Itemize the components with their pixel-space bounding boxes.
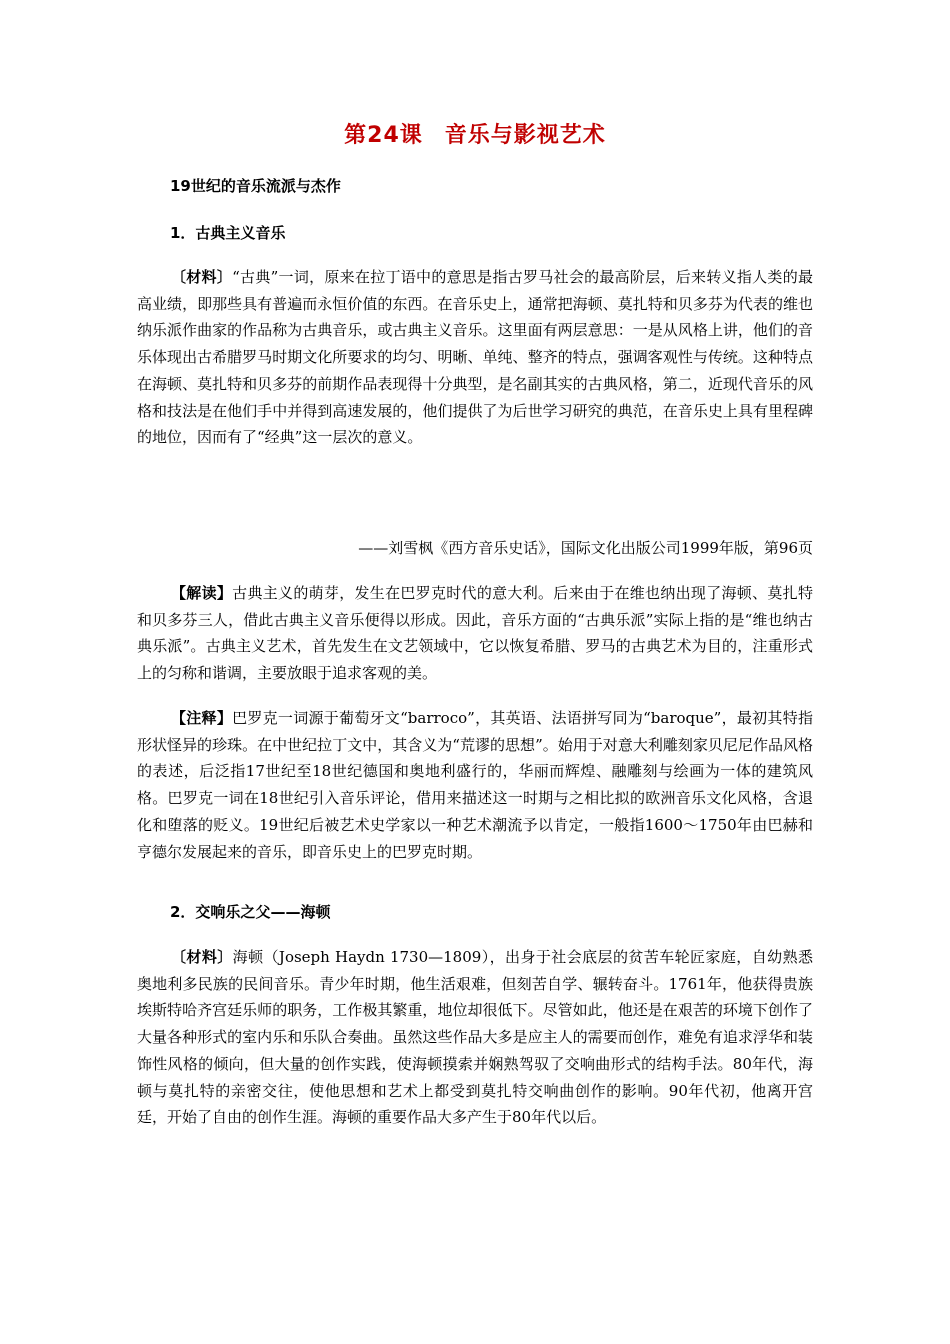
section-heading: 19世纪的音乐流派与杰作 [170,177,341,195]
interpretation-text: 古典主义的萌芽，发生在巴罗克时代的意大利。后来由于在维也纳出现了海顿、莫扎特和贝多芬三人，借此古典主义音乐便得以形成。因此，音乐方面的“古典乐派”实际上指的是“维也纳古典乐派”。古典主义艺术，首先发生在文艺领域中，它以恢复希腊、罗马的古典艺术为目的，注重形式上的匀称和谐调，主要放眼于追求客观的美。 [137,584,813,683]
note-text: 巴罗克一词源于葡萄牙文“barroco”，其英语、法语拼写同为“baroque”，最初其特指形状怪异的珍珠。在中世纪拉丁文中，其含义为“荒谬的思想”。始用于对意大利雕刻家贝尼尼作品风格的表述，后泛指17世纪至18世纪德国和奥地利盛行的，华丽而辉煌、融雕刻与绘画为一体的建筑风格。巴罗克一词在18世纪引入音乐评论，借用来描述这一时期与之相比拟的欧洲音乐文化风格，含退化和堕落的贬义。19世纪后被艺术史学家以一种艺术潮流予以肯定，一般指1600～1750年由巴赫和亨德尔发展起来的音乐，即音乐史上的巴罗克时期。 [137,709,813,861]
part1-note [137,705,813,865]
material-label: 〔材料〕 [171,948,233,966]
part2-material [137,944,813,1131]
lesson-name: 音乐与影视艺术 [444,123,606,148]
part1-heading: 1．古典主义音乐 [170,224,286,242]
material-text: 海顿（Joseph Haydn 1730—1809），出身于社会底层的贫苦车轮匠家庭，自幼熟悉奥地利多民族的民间音乐。青少年时期，他生活艰难，但刻苦自学、辗转奋斗。1761年，他获得贵族埃斯特哈齐宫廷乐师的职务，工作极其繁重，地位却很低下。尽管如此，他还是在艰苦的环境下创作了大量各种形式的室内乐和乐队合奏曲。虽然这些作品大多是应主人的需要而创作，难免有追求浮华和装饰性风格的倾向，但大量的创作实践，使海顿摸索并娴熟驾驭了交响曲形式的结构手法。80年代，海顿与莫扎特的亲密交往，使他思想和艺术上都受到莫扎特交响曲创作的影响。90年代初，他离开宫廷，开始了自由的创作生涯。海顿的重要作品大多产生于80年代以后。 [137,948,813,1127]
interpretation-label: 【解读】 [171,584,233,602]
part1-material [137,264,813,451]
material-label: 〔材料〕 [171,268,233,286]
material-text: “古典”一词，原来在拉丁语中的意思是指古罗马社会的最高阶层，后来转义指人类的最高业绩，即那些具有普遍而永恒价值的东西。在音乐史上，通常把海顿、莫扎特和贝多芬为代表的维也纳乐派作曲家的作品称为古典音乐，或古典主义音乐。这里面有两层意思：一是从风格上讲，他们的音乐体现出古希腊罗马时期文化所要求的均匀、明晰、单纯、整齐的特点，强调客观性与传统。这种特点在海顿、莫扎特和贝多芬的前期作品表现得十分典型，是名副其实的古典风格，第二，近现代音乐的风格和技法是在他们手中并得到高速发展的，他们提供了为后世学习研究的典范，在音乐史上具有里程碑的地位，因而有了“经典”这一层次的意义。 [137,268,813,447]
note-label: 【注释】 [171,709,233,727]
part2-heading: 2．交响乐之父——海顿 [170,903,331,921]
lesson-number: 第24课 [344,123,423,148]
material-source: ——刘雪枫《西方音乐史话》，国际文化出版公司1999年版，第96页 [358,539,813,557]
part1-interpretation [137,580,813,687]
lesson-title [137,120,813,152]
